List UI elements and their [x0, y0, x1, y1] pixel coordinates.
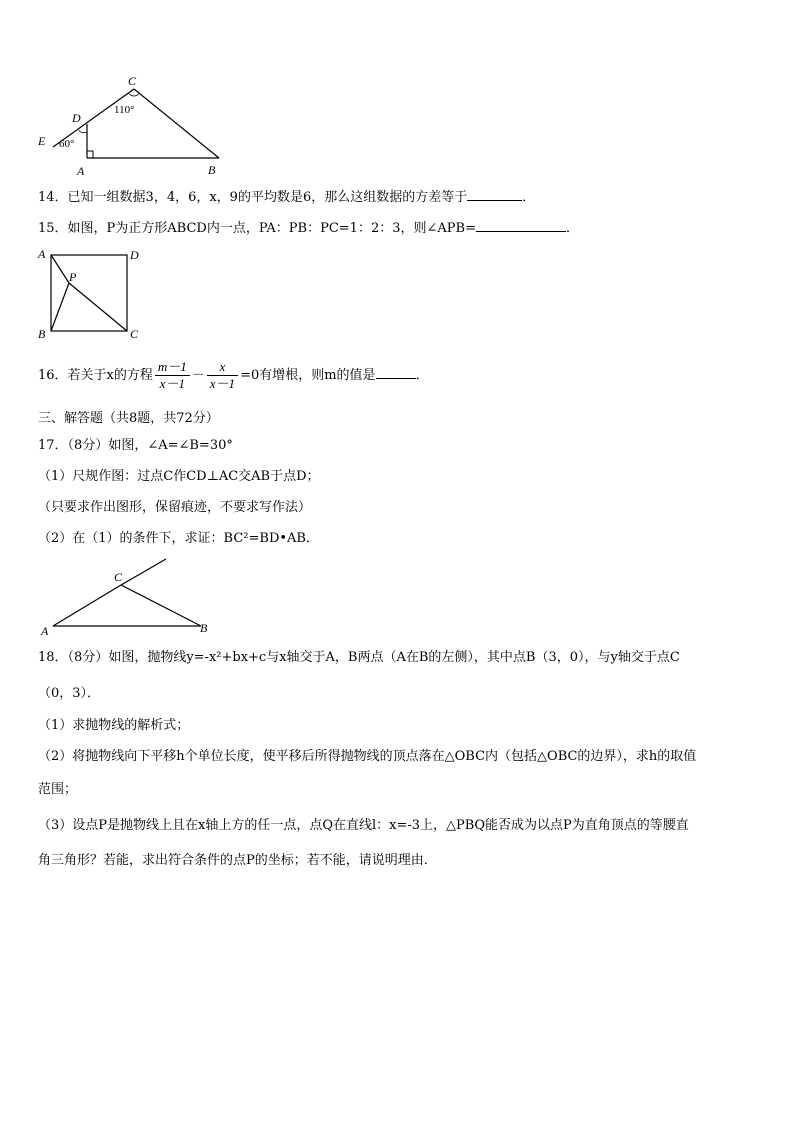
label-C: C [130, 327, 139, 341]
fraction-2 [207, 359, 238, 392]
q18-part3-line2: 角三角形？若能，求出符合条件的点P的坐标；若不能，请说明理由． [38, 853, 437, 868]
q18-part1-text: （1）求抛物线的解析式； [38, 718, 190, 733]
q17-stem-text: 17．（8分）如图，∠A=∠B=30° [38, 438, 233, 453]
q16-middle-text: =0有增根，则m的值是 [240, 368, 376, 383]
minus-sign: － [191, 368, 205, 383]
fraction-1 [155, 359, 190, 392]
label-P: P [69, 270, 77, 284]
label-E: E [38, 134, 46, 148]
label-B: B [38, 327, 46, 341]
label-C: C [128, 74, 137, 88]
question-17-note [38, 499, 311, 517]
q17-part2-text: （2）在（1）的条件下，求证：BC²=BD•AB． [38, 531, 319, 546]
question-18-part2 [38, 748, 696, 766]
q14-text: 14．已知一组数据3，4，6，x，9的平均数是6，那么这组数据的方差等于 [38, 190, 468, 205]
fraction-1-numerator: m－1 [155, 359, 190, 376]
q14-suffix: ． [522, 190, 536, 205]
q15-suffix: ． [565, 221, 579, 236]
label-D: D [130, 248, 139, 262]
q17-note-text: （只要求作出图形，保留痕迹，不要求写作法） [38, 500, 312, 515]
triangle-figure-q13 [30, 72, 230, 180]
label-D: D [72, 111, 81, 125]
q15-text: 15．如图，P为正方形ABCD内一点，PA：PB：PC=1：2：3，则∠APB= [38, 221, 476, 236]
question-18-part3 [38, 817, 689, 835]
fraction-2-numerator: x [207, 359, 238, 376]
triangle-figure-q17 [36, 552, 216, 638]
question-18-part1 [38, 717, 189, 735]
q16-answer-blank [376, 366, 416, 379]
label-C: C [114, 570, 123, 584]
q18-stem-line2: （0，3）． [38, 686, 101, 701]
label-B: B [208, 163, 216, 177]
question-16 [38, 358, 429, 394]
angle-60-label: 60° [59, 138, 75, 150]
q16-suffix: ． [415, 368, 429, 383]
question-18-part2-cont [38, 781, 77, 799]
angle-110-label: 110° [114, 104, 135, 116]
q18-part2-line1: （2）将抛物线向下平移h个单位长度，使平移后所得抛物线的顶点落在△OBC内（包括△OBC的边界），求h的取值 [38, 749, 697, 764]
question-18-stem-cont [38, 685, 100, 703]
question-18-stem [38, 649, 680, 667]
section-title [38, 410, 219, 428]
q18-part2-line2: 范围； [38, 782, 78, 797]
fraction-2-denominator: x－1 [209, 376, 236, 391]
q16-text: 16．若关于x的方程 [38, 368, 153, 383]
question-15 [38, 219, 579, 238]
label-A: A [38, 247, 46, 261]
q18-stem-line1: 18．（8分）如图，抛物线y=-x²+bx+c与x轴交于A，B两点（A在B的左侧），其中点B（3，0），与y轴交于点C [38, 650, 680, 665]
q17-part1-text: （1）尺规作图：过点C作CD⊥AC交AB于点D； [38, 469, 320, 484]
section-title-text: 三、解答题（共8题，共72分） [38, 411, 219, 426]
question-17-part1 [38, 468, 320, 486]
square-figure-q15 [34, 246, 146, 342]
question-17-stem [38, 437, 233, 455]
question-18-part3-cont [38, 852, 437, 870]
fraction-1-denominator: x－1 [159, 376, 185, 391]
label-A: A [41, 624, 49, 638]
label-B: B [200, 621, 208, 635]
q15-answer-blank [476, 219, 566, 232]
question-14 [38, 188, 535, 207]
question-17-part2 [38, 530, 319, 548]
q14-answer-blank [467, 188, 522, 201]
q18-part3-line1: （3）设点P是抛物线上且在x轴上方的任一点，点Q在直线l：x=-3上，△PBQ能否成为以点P为直角顶点的等腰直 [38, 818, 689, 833]
label-A: A [77, 164, 85, 178]
